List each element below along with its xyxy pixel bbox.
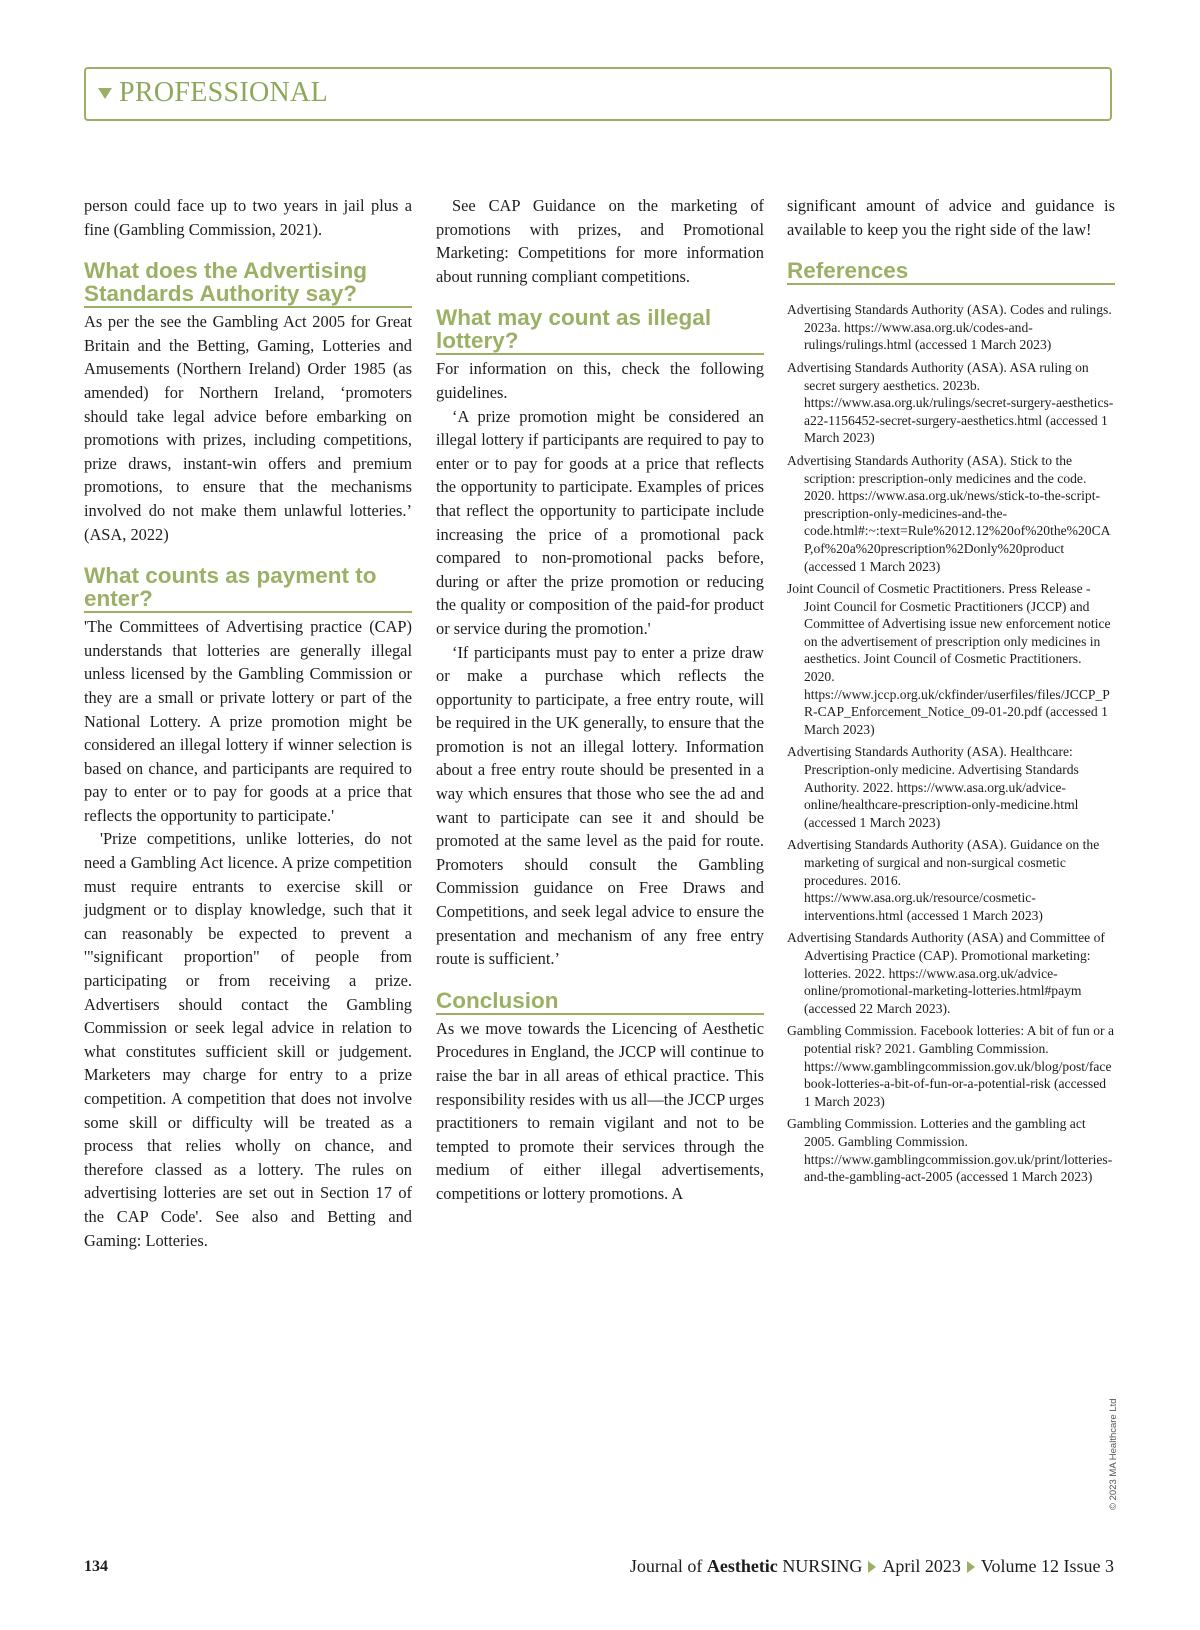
heading-asa: What does the Advertising Standards Authority say? xyxy=(84,259,412,308)
triangle-down-icon xyxy=(98,88,112,99)
paragraph: 'Prize competitions, unlike lotteries, do not need a Gambling Act licence. A prize competition must require entrants to exercise skill or judgment or to display knowledge, such that it can reasonably be expected to prevent a '"significant proportion" of people from participating or from receiving a prize. Advertisers should contact the Gambling Commission or seek legal advice in relation to what constitutes sufficient skill or judgement. Marketers may charge for entry to a prize competition. A competition that does not involve some skill or difficulty will be treated as a process that relies wholly on chance, and therefore classed as a lottery. The rules on advertising lotteries are set out in Section 17 of the CAP Code'. See also and Betting and Gaming: Lotteries. xyxy=(84,829,412,1250)
heading-conclusion: Conclusion xyxy=(436,989,764,1015)
heading-illegal-lottery: What may count as illegal lottery? xyxy=(436,306,764,355)
reference-item: Advertising Standards Authority (ASA). Healthcare: Prescription-only medicine. Advertising Standards Authority. 2022. https://www.asa.org.uk/advice-online/healthcare-prescription-only-medicine.html (accessed 1 March 2023) xyxy=(787,744,1079,830)
paragraph: As we move towards the Licencing of Aesthetic Procedures in England, the JCCP will continue to raise the bar in all areas of ethical practice. This responsibility resides with us all—the JCCP urges practitioners to remain vigilant and not to be tempted to promote their services through the medium of either illegal advertisements, competitions or lottery promotions. A xyxy=(436,1018,764,1203)
reference-item: Advertising Standards Authority (ASA). Codes and rulings. 2023a. https://www.asa.org.uk/codes-and-rulings/rulings.html (accessed 1 March 2023) xyxy=(787,302,1112,353)
paragraph: significant amount of advice and guidance is available to keep you the right side of the law! xyxy=(787,196,1115,239)
page-footer xyxy=(84,1556,1114,1582)
reference-item: Advertising Standards Authority (ASA) and Committee of Advertising Practice (CAP). Promotional marketing: lotteries. 2022. https://www.asa.org.uk/advice-online/promotional-marketing-lotteries.html#paym (accessed 22 March 2023). xyxy=(787,930,1105,1016)
column-3 xyxy=(787,194,1115,1191)
section-banner xyxy=(84,67,1112,121)
section-label: PROFESSIONAL xyxy=(119,77,328,108)
journal-bold: Aesthetic xyxy=(706,1556,778,1576)
journal-info xyxy=(630,1556,1114,1577)
journal-suffix: NURSING xyxy=(777,1556,863,1576)
paragraph: As per the see the Gambling Act 2005 for Great Britain and the Betting, Gaming, Lotteries and Amusements (Northern Ireland) Order 1985 (as amended) for Northern Ireland, ‘promoters should take legal advice before embarking on promotions with prizes, including competitions, prize draws, instant-win offers and premium promotions, to ensure that the mechanisms involved do not make them unlawful lotteries.’ (ASA, 2022) xyxy=(84,312,412,544)
reference-item: Advertising Standards Authority (ASA). ASA ruling on secret surgery aesthetics. 2023b. https://www.asa.org.uk/rulings/secret-surgery-aesthetics-a22-1156452-secret-surgery-aesthetics.html (accessed 1 March 2023) xyxy=(787,359,1114,446)
paragraph: ‘A prize promotion might be considered an illegal lottery if participants are required to pay to enter or to pay for goods at a price that reflects the opportunity to participate. Examples of prices that reflect the opportunity to participate include increasing the price of a promotional pack compared to non-promotional packs before, during or after the prize promotion or reducing the quality or composition of the paid-for product or service during the promotion.' xyxy=(436,406,764,638)
paragraph: For information on this, check the following guidelines. xyxy=(436,359,764,402)
volume-issue: Volume 12 Issue 3 xyxy=(980,1556,1114,1576)
triangle-right-icon xyxy=(868,1561,876,1573)
journal-prefix: Journal of xyxy=(629,1556,707,1576)
copyright-notice: © 2023 MA Healthcare Ltd xyxy=(1108,1398,1119,1510)
reference-item: Gambling Commission. Facebook lotteries: A bit of fun or a potential risk? 2021. Gambling Commission. https://www.gamblingcommission.gov.uk/blog/post/facebook-lotteries-a-bit-of-fun-or-a-potential-risk (accessed 1 March 2023) xyxy=(787,1023,1114,1109)
heading-payment: What counts as payment to enter? xyxy=(84,564,412,613)
paragraph: ‘If participants must pay to enter a prize draw or make a purchase which reflects the opportunity to participate, a free entry route, will be required in the UK generally, to ensure that the promotion is not an illegal lottery. Information about a free entry route should be presented in a way which ensures that those who see the ad and want to participate can see it and should be promoted at the same level as the paid for route. Promoters should consult the Gambling Commission guidance on Free Draws and Competitions, and seek legal advice to ensure the presentation and mechanism of any free entry route is sufficient.’ xyxy=(436,642,764,969)
reference-item: Advertising Standards Authority (ASA). Guidance on the marketing of surgical and non-surgical cosmetic procedures. 2016. https://www.asa.org.uk/resource/cosmetic-interventions.html (accessed 1 March 2023) xyxy=(787,837,1100,923)
paragraph: person could face up to two years in jail plus a fine (Gambling Commission, 2021). xyxy=(84,196,412,239)
column-1 xyxy=(84,194,412,1252)
column-2 xyxy=(436,194,764,1206)
page-number: 134 xyxy=(84,1558,108,1575)
reference-list xyxy=(787,301,1115,1186)
reference-item: Gambling Commission. Lotteries and the gambling act 2005. Gambling Commission. https://www.gamblingcommission.gov.uk/print/lotteries-and-the-gambling-act-2005 (accessed 1 March 2023) xyxy=(787,1116,1113,1185)
reference-item: Joint Council of Cosmetic Practitioners. Press Release - Joint Council for Cosmetic Practitioners (JCCP) and Committee of Advertising issue new enforcement notice on the advertisement of prescription only medicines in aesthetics. Joint Council of Cosmetic Practitioners. 2020. https://www.jccp.org.uk/ckfinder/userfiles/files/JCCP_PR-CAP_Enforcement_Notice_09-01-20.pdf (accessed 1 March 2023) xyxy=(787,581,1111,737)
reference-item: Advertising Standards Authority (ASA). Stick to the scription: prescription-only medicines and the code. 2020. https://www.asa.org.uk/news/stick-to-the-script-prescription-only-medicines-and-the-code.html#:~:text=Rule%2012.12%20of%20the%20CAP,of%20a%20prescription%2Donly%20product (accessed 1 March 2023) xyxy=(787,452,1111,574)
triangle-right-icon xyxy=(967,1561,975,1573)
paragraph: 'The Committees of Advertising practice (CAP) understands that lotteries are generally illegal unless licensed by the Gambling Commission or they are a small or private lottery or part of the National Lottery. A prize promotion might be considered an illegal lottery if winner selection is based on chance, and participants are required to pay to enter or to pay for goods at a price that reflects the opportunity to participate.' xyxy=(84,617,412,825)
heading-references: References xyxy=(787,259,1115,285)
issue-date: April 2023 xyxy=(882,1556,961,1576)
paragraph: See CAP Guidance on the marketing of promotions with prizes, and Promotional Marketing: Competitions for more information about running compliant competitions. xyxy=(436,196,764,286)
